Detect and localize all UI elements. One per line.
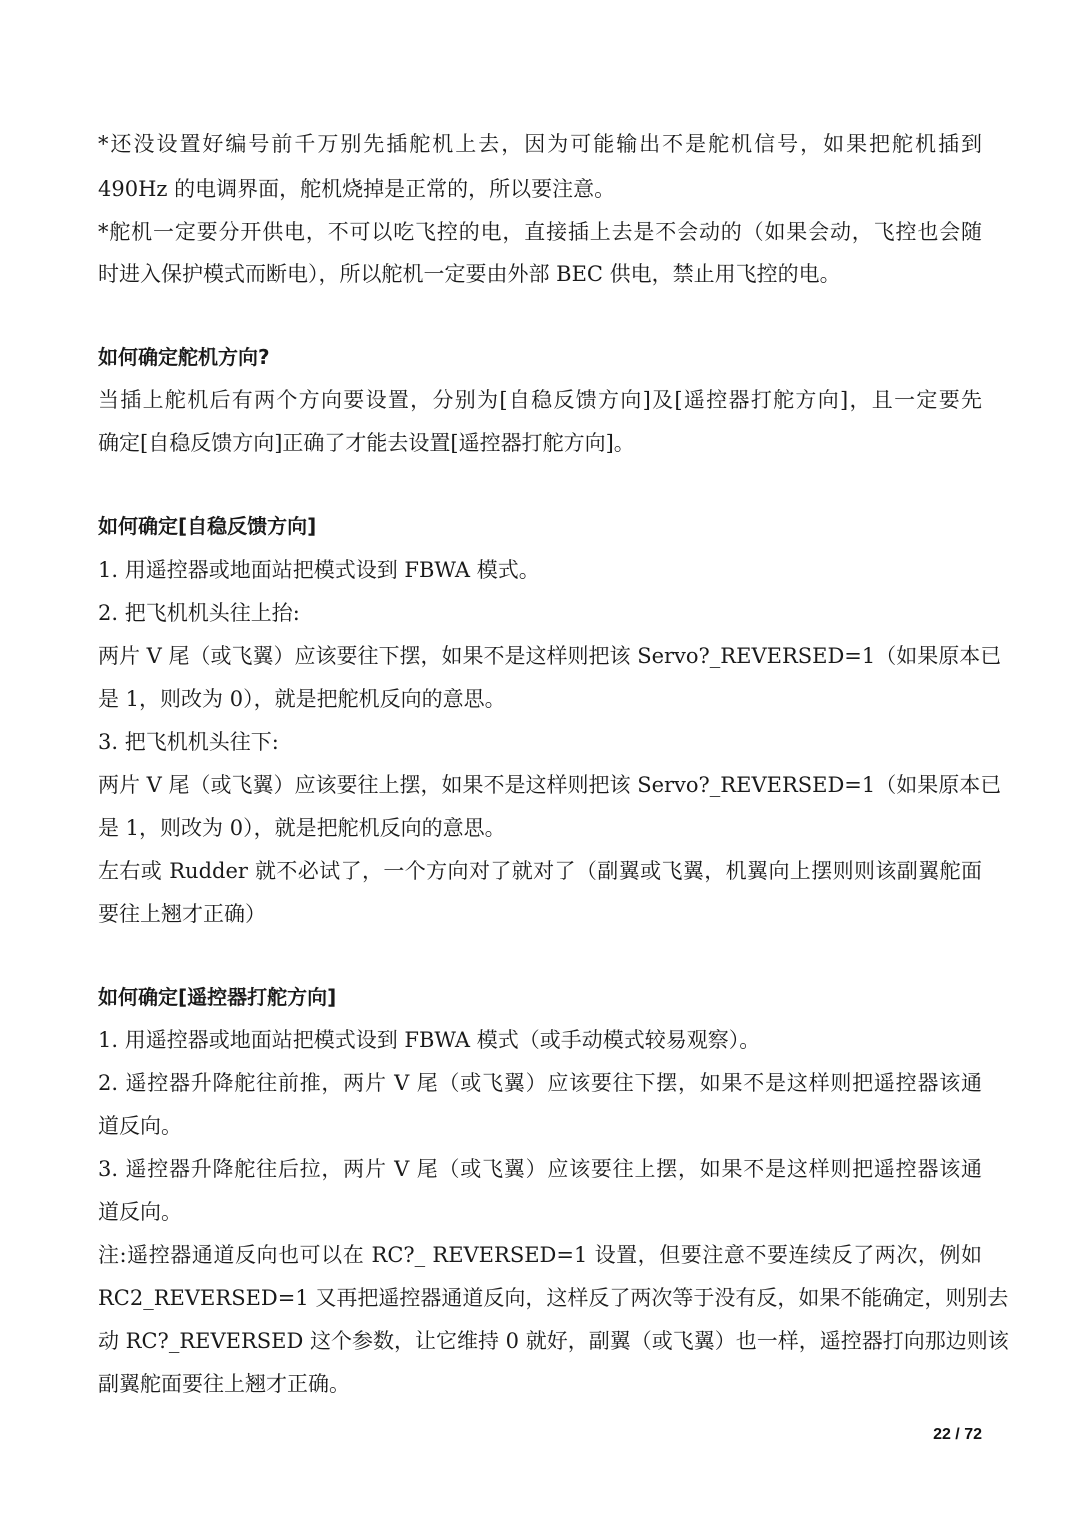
section-2-step-3-detail-line-2: 是 1，则改为 0），就是把舵机反向的意思。 — [98, 816, 506, 840]
note-1-line-2: 490Hz 的电调界面，舵机烧掉是正常的，所以要注意。 — [98, 177, 616, 201]
section-2-step-2: 2. 把飞机机头往上抬: — [98, 601, 300, 625]
section-3-step-2-line-2: 道反向。 — [98, 1114, 182, 1138]
section-3-note-line-2: RC2_REVERSED=1 又再把遥控器通道反向，这样反了两次等于没有反，如果不能确定，则别去 — [98, 1286, 1009, 1310]
section-2-heading: 如何确定[自稳反馈方向] — [98, 514, 317, 538]
section-3-step-2-line-1: 2. 遥控器升降舵往前推，两片 V 尾（或飞翼）应该要往下摆，如果不是这样则把遥控器该通 — [98, 1071, 982, 1095]
note-1-line-1: *还没设置好编号前千万别先插舵机上去，因为可能输出不是舵机信号，如果把舵机插到 — [98, 132, 982, 156]
section-2-step-1: 1. 用遥控器或地面站把模式设到 FBWA 模式。 — [98, 558, 540, 582]
section-2-step-2-detail-line-2: 是 1，则改为 0），就是把舵机反向的意思。 — [98, 687, 506, 711]
section-1-heading: 如何确定舵机方向? — [98, 345, 270, 369]
section-2-step-3-detail-line-1: 两片 V 尾（或飞翼）应该要往上摆，如果不是这样则把该 Servo?_REVERSED=1（如果原本已 — [98, 773, 1002, 797]
section-3-step-3-line-1: 3. 遥控器升降舵往后拉，两片 V 尾（或飞翼）应该要往上摆，如果不是这样则把遥控器该通 — [98, 1157, 982, 1181]
section-2-rudder-line-1: 左右或 Rudder 就不必试了，一个方向对了就对了（副翼或飞翼，机翼向上摆则则该副翼舵面 — [98, 859, 982, 883]
section-1-line-2: 确定[自稳反馈方向]正确了才能去设置[遥控器打舵方向]。 — [98, 431, 635, 455]
section-3-heading: 如何确定[遥控器打舵方向] — [98, 985, 337, 1009]
section-2-rudder-line-2: 要往上翘才正确） — [98, 902, 266, 926]
note-2-line-2: 时进入保护模式而断电），所以舵机一定要由外部 BEC 供电，禁止用飞控的电。 — [98, 262, 841, 286]
section-3-step-3-line-2: 道反向。 — [98, 1200, 182, 1224]
note-2-line-1: *舵机一定要分开供电，不可以吃飞控的电，直接插上去是不会动的（如果会动，飞控也会随 — [98, 220, 982, 244]
section-2-step-2-detail-line-1: 两片 V 尾（或飞翼）应该要往下摆，如果不是这样则把该 Servo?_REVERSED=1（如果原本已 — [98, 644, 1002, 668]
section-2-step-3: 3. 把飞机机头往下: — [98, 730, 279, 754]
section-3-step-1: 1. 用遥控器或地面站把模式设到 FBWA 模式（或手动模式较易观察）。 — [98, 1028, 761, 1052]
section-3-note-line-1: 注:遥控器通道反向也可以在 RC?_ REVERSED=1 设置，但要注意不要连续反了两次，例如 — [98, 1243, 982, 1267]
page-number: 22 / 72 — [933, 1426, 982, 1443]
section-3-note-line-3: 动 RC?_REVERSED 这个参数，让它维持 0 就好，副翼（或飞翼）也一样，遥控器打向那边则该 — [98, 1329, 1009, 1353]
section-1-line-1: 当插上舵机后有两个方向要设置，分别为[自稳反馈方向]及[遥控器打舵方向]，且一定要先 — [98, 388, 982, 412]
section-3-note-line-4: 副翼舵面要往上翘才正确。 — [98, 1372, 350, 1396]
